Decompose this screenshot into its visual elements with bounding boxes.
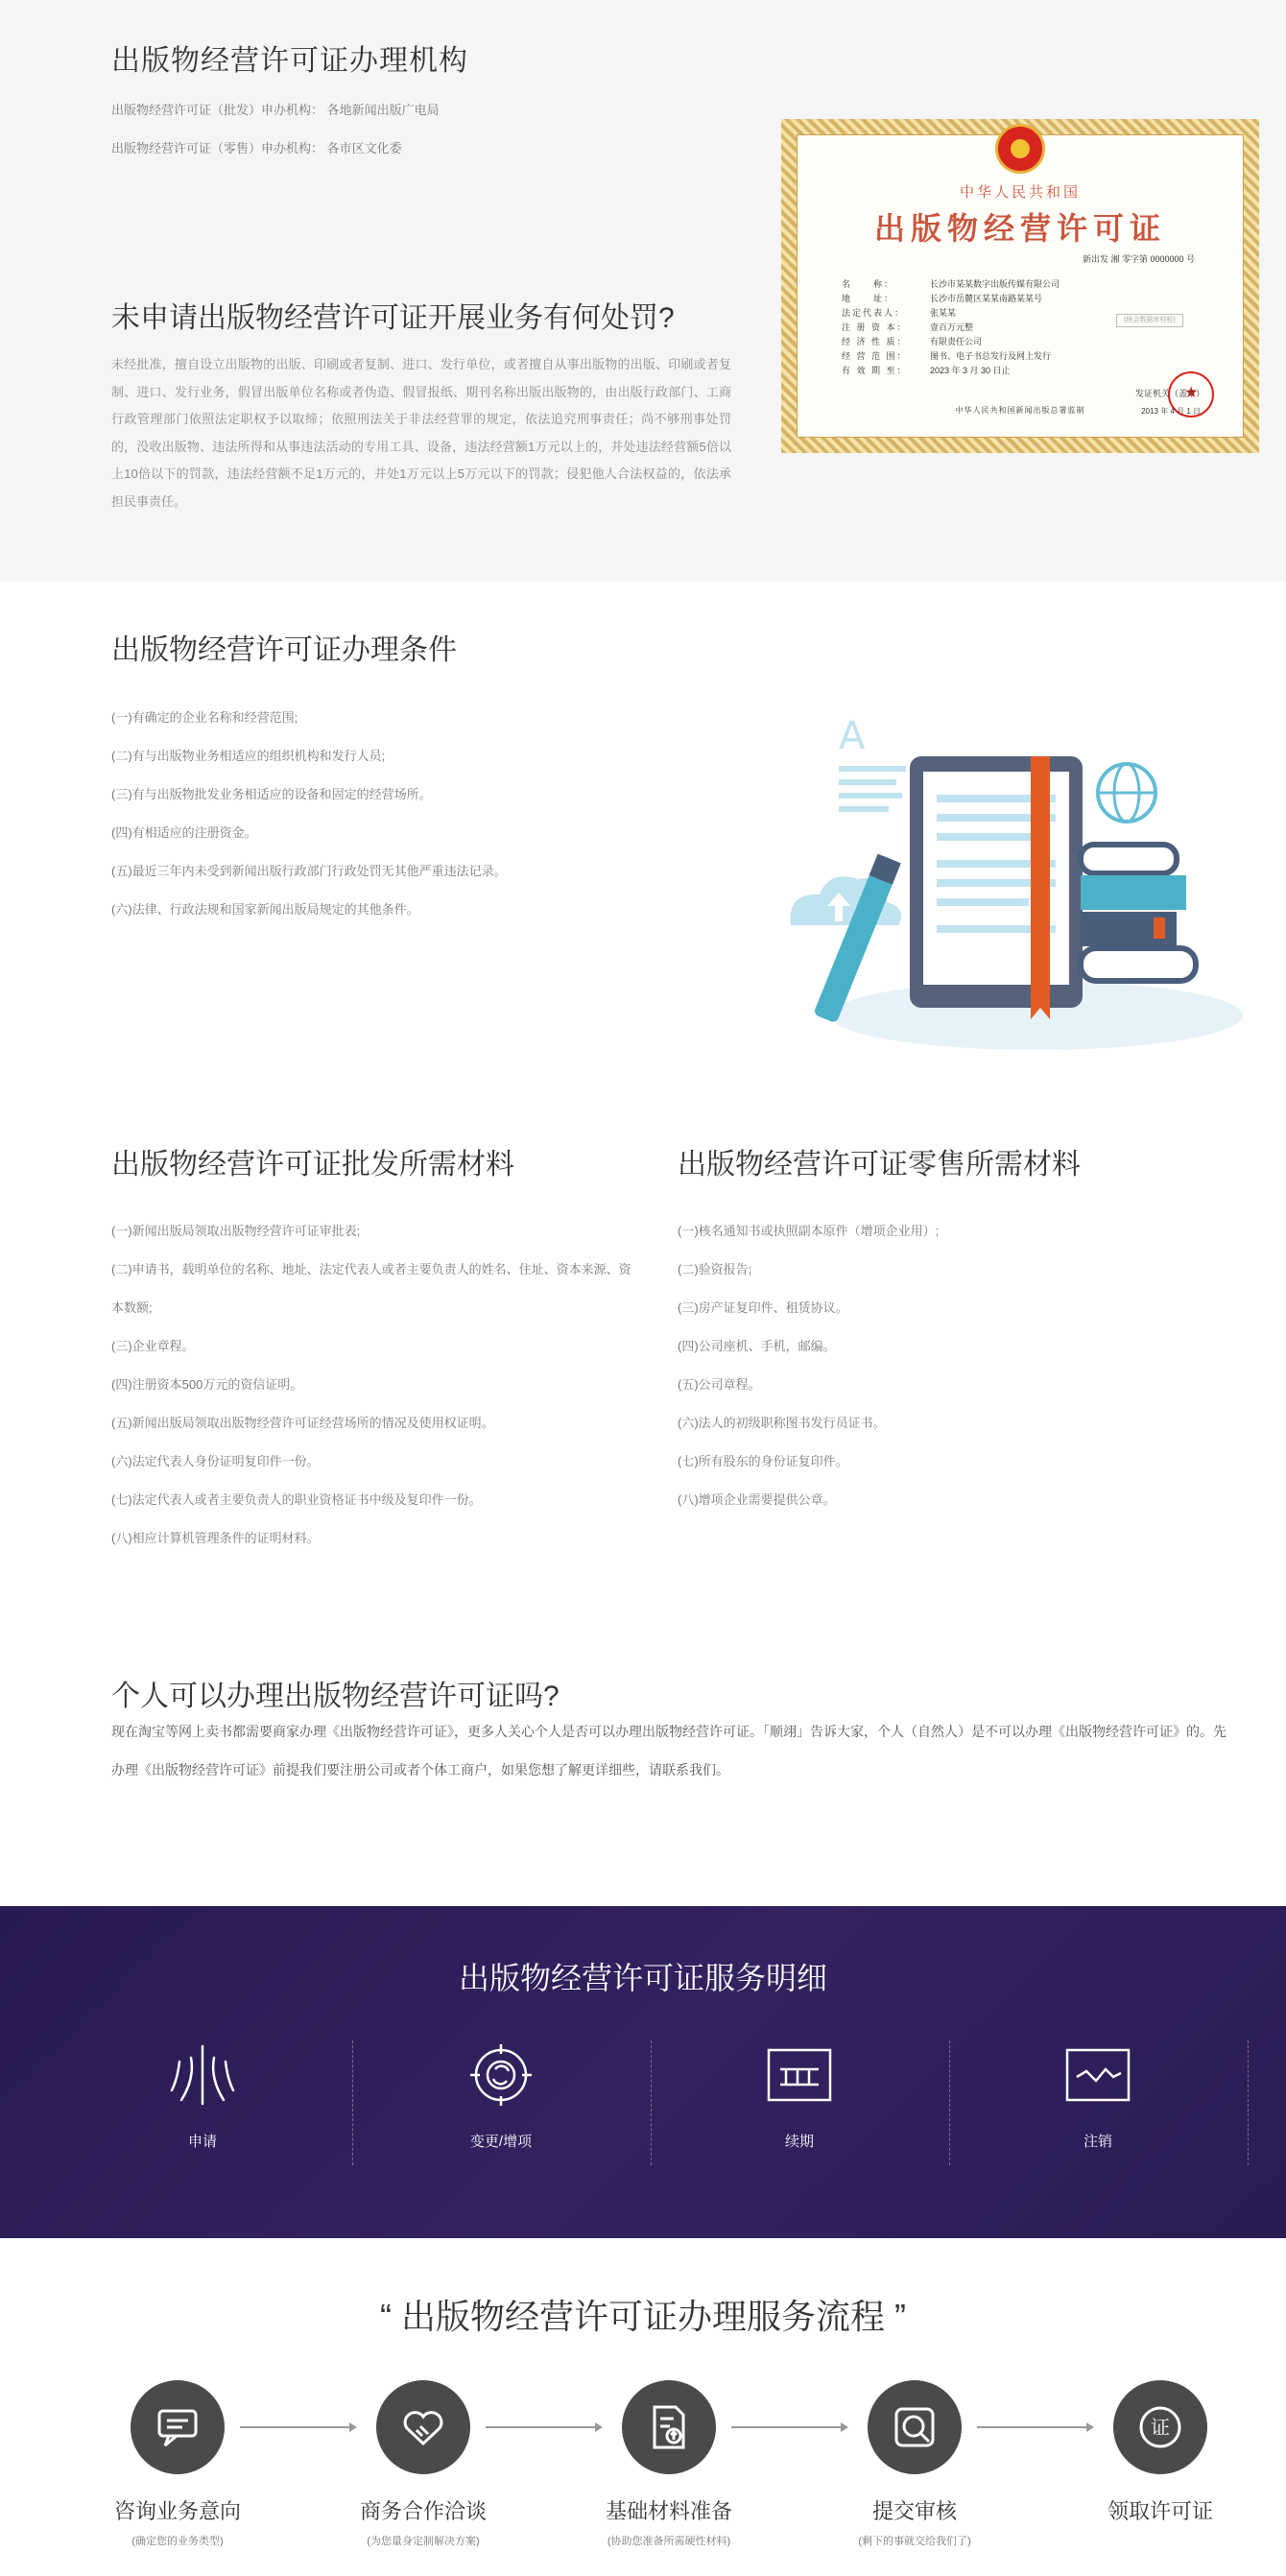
step-title: 领取许可证: [1107, 2499, 1213, 2523]
national-emblem-icon: [995, 124, 1045, 174]
cert-field-key: 经 营 范 围：: [842, 351, 908, 361]
process-step-prepare: [568, 2380, 770, 2548]
personal-title: 个人可以办理出版物经营许可证吗?: [111, 1681, 560, 1712]
step-circle: [622, 2380, 716, 2474]
document-icon: [645, 2403, 693, 2451]
retail-material-item: (二)验资报告;: [678, 1262, 752, 1276]
step-title: 提交审核: [871, 2499, 957, 2523]
retail-material-item: (一)核名通知书或执照副本原件（增项企业用）;: [678, 1224, 940, 1238]
condition-item: (二)有与出版物业务相适应的组织机构和发行人员;: [111, 749, 386, 763]
personal-text: 现在淘宝等网上卖书都需要商家办理《出版物经营许可证》，更多人关心个人是否可以办理出版物经营许可证。「顺翊」告诉大家，个人（自然人）是不可以办理《出版物经营许可证》的。先办理《出版物经营许可证》前提我们要注册公司或者个体工商户，如果您想了解更详细些，请联系我们。: [111, 1724, 1226, 1777]
service-apply[interactable]: [54, 2040, 351, 2165]
cert-field-value: 长沙市岳麓区某某南路某某号: [930, 294, 1043, 303]
step-title: 基础材料准备: [605, 2499, 732, 2523]
license-icon: [1136, 2403, 1184, 2451]
retail-material-item: (六)法人的初级职称图书发行员证书。: [678, 1416, 886, 1430]
conditions-title: 出版物经营许可证办理条件: [111, 634, 457, 666]
cert-issuer: 发证机关（盖章）: [1134, 389, 1204, 398]
service-label: 申请: [187, 2134, 217, 2150]
renew-icon: [765, 2040, 834, 2110]
wholesale-materials-title: 出版物经营许可证批发所需材料: [111, 1149, 514, 1181]
retail-material-item: (五)公司章程。: [678, 1377, 761, 1392]
cert-field-key: 经 济 性 质：: [842, 337, 908, 346]
cert-field-key: 名 称：: [842, 279, 895, 289]
wholesale-material-item: (二)申请书，载明单位的名称、地址、法定代表人或者主要负责人的姓名、住址、资本来源、资: [111, 1262, 631, 1276]
condition-item: (一)有确定的企业名称和经营范围;: [111, 710, 298, 725]
service-renew[interactable]: [651, 2040, 948, 2165]
cert-fields: [842, 277, 1060, 378]
process-title: “ 出版物经营许可证办理服务流程 ”: [380, 2297, 906, 2336]
license-certificate-image: [781, 119, 1259, 453]
condition-item: (六)法律、行政法规和国家新闻出版局规定的其他条件。: [111, 902, 419, 917]
process-step-receive: [1060, 2380, 1261, 2533]
service-divider: [1248, 2040, 1249, 2165]
step-subtitle: (协助您准备所需硬性材料): [607, 2536, 731, 2547]
cert-field-key: 注 册 资 本：: [842, 322, 908, 332]
cert-verify-box: (统会数据库校检): [1116, 314, 1183, 327]
cert-field-value: 壹百万元整: [930, 322, 974, 332]
services-title: 出版物经营许可证服务明细: [458, 1961, 827, 1995]
cert-field-key: 法定代表人：: [842, 308, 906, 318]
apply-icon: [168, 2040, 237, 2110]
chat-icon: [154, 2403, 202, 2451]
cert-field-value: 长沙市某某数字出版传媒有限公司: [930, 279, 1060, 289]
agency-wholesale: 出版物经营许可证（批发）申办机构： 各地新闻出版广电局: [111, 103, 440, 117]
service-cancel[interactable]: [949, 2040, 1247, 2165]
process-step-consult: [77, 2380, 278, 2548]
wholesale-material-item: (三)企业章程。: [111, 1339, 195, 1353]
cert-field-value: 有限责任公司: [930, 337, 983, 346]
step-subtitle: (剩下的事就交给我们了): [858, 2536, 971, 2547]
step-circle: [376, 2380, 470, 2474]
step-subtitle: (确定您的业务类型): [131, 2536, 224, 2547]
process-step-negotiate: [322, 2380, 524, 2548]
condition-item: (四)有相适应的注册资金。: [111, 825, 257, 840]
wholesale-material-item: (一)新闻出版局领取出版物经营许可证审批表;: [111, 1224, 361, 1238]
cert-field-value: 2023 年 3 月 30 日止: [930, 366, 1011, 375]
service-label: 续期: [784, 2134, 814, 2150]
condition-item: (五)最近三年内未受到新闻出版行政部门行政处罚无其他严重违法记录。: [111, 864, 507, 878]
wholesale-material-item: (七)法定代表人或者主要负责人的职业资格证书中级及复印件一份。: [111, 1492, 482, 1507]
retail-material-item: (八)增项企业需要提供公章。: [678, 1492, 836, 1507]
condition-item: (三)有与出版物批发业务相适应的设备和固定的经营场所。: [111, 787, 432, 801]
service-label: 变更/增项: [469, 2134, 533, 2150]
services-banner: [0, 1906, 1286, 2238]
cancel-icon: [1063, 2040, 1132, 2110]
wholesale-material-item: (八)相应计算机管理条件的证明材料。: [111, 1531, 320, 1545]
cert-number: 新出发 湘 零字第 0000000 号: [1082, 254, 1195, 264]
cert-field-key: 地 址：: [842, 294, 895, 303]
cert-field-value: 张某某: [930, 308, 957, 318]
agency-retail: 出版物经营许可证（零售）申办机构： 各市区文化委: [111, 141, 402, 155]
step-title: 商务合作洽谈: [359, 2499, 487, 2523]
service-label: 注销: [1083, 2134, 1112, 2150]
agency-section: [0, 0, 1286, 582]
service-change[interactable]: [352, 2040, 650, 2165]
step-title: 咨询业务意向: [113, 2499, 241, 2523]
step-subtitle: (为您量身定制解决方案): [367, 2536, 480, 2547]
retail-material-item: (四)公司座机、手机，邮编。: [678, 1339, 836, 1353]
change-icon: [466, 2040, 536, 2110]
process-step-review: [814, 2380, 1015, 2548]
wholesale-material-item: 本数额;: [111, 1300, 153, 1315]
svg-text:证: 证: [1151, 2416, 1170, 2439]
cert-title: 出版物经营许可证: [873, 210, 1166, 247]
agency-title: 出版物经营许可证办理机构: [111, 45, 468, 77]
books-tablet-illustration: [758, 710, 1257, 1056]
review-icon: [891, 2403, 939, 2451]
handshake-icon: [399, 2403, 447, 2451]
cert-date: 2013 年 4 月 1 日: [1141, 407, 1201, 416]
svg-text:A: A: [839, 714, 866, 758]
cert-country: 中华人民共和国: [959, 184, 1081, 201]
cert-footer: 中华人民共和国新闻出版总署监制: [955, 406, 1085, 415]
wholesale-material-item: (四)注册资本500万元的资信证明。: [111, 1377, 303, 1392]
cert-field-key: 有 效 期 至：: [842, 366, 908, 375]
retail-materials-title: 出版物经营许可证零售所需材料: [678, 1149, 1081, 1181]
step-circle: [131, 2380, 225, 2474]
wholesale-material-item: (五)新闻出版局领取出版物经营许可证经营场所的情况及使用权证明。: [111, 1416, 494, 1430]
cert-field-value: 图书、电子书总发行及网上发行: [930, 351, 1052, 361]
penalty-text: 未经批准，擅自设立出版物的出版、印刷或者复制、进口、发行单位，或者擅自从事出版物的出版、印刷或者复制、进口、发行业务，假冒出版单位名称或者伪造、假冒报纸、期刊名称出版出版物的，由出版行政部门、工商行政管理部门依照法定职权予以取缔；依照刑法关于非法经营罪的规定，依法追究刑事责任；尚不够刑事处罚的，没收出版物、违法所得和从事违法活动的专用工具、设备，违法经营额1万元以上的，并处违法经营额5倍以上10倍以下的罚款，违法经营额不足1万元的，并处1万元以上5万元以下的罚款；侵犯他人合法权益的，依法承担民事责任。: [111, 357, 731, 509]
step-circle: [1113, 2380, 1207, 2474]
retail-material-item: (三)房产证复印件、租赁协议。: [678, 1300, 848, 1315]
retail-material-item: (七)所有股东的身份证复印件。: [678, 1454, 848, 1468]
penalty-title: 未申请出版物经营许可证开展业务有何处罚?: [111, 302, 675, 334]
step-circle: [868, 2380, 962, 2474]
wholesale-material-item: (六)法定代表人身份证明复印件一份。: [111, 1454, 320, 1468]
